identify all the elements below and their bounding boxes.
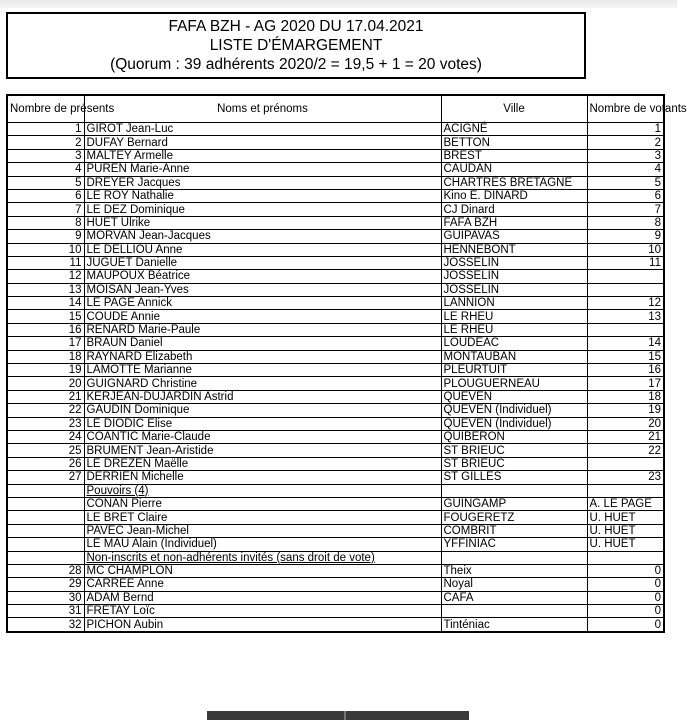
header-quorum: (Quorum : 39 adhérents 2020/2 = 19,5 + 1 = 20 votes) bbox=[110, 56, 482, 73]
votants-cell: 0 bbox=[587, 564, 664, 577]
votants-cell: 16 bbox=[587, 364, 664, 377]
votants-cell: 15 bbox=[587, 350, 664, 363]
presents-number-cell: 27 bbox=[7, 471, 84, 484]
presents-number-cell bbox=[7, 524, 84, 537]
column-header-names: Noms et prénoms bbox=[84, 95, 441, 123]
name-cell: FRETAY Loïc bbox=[84, 605, 441, 618]
name-cell: COUDE Annie bbox=[84, 310, 441, 323]
votants-cell: 8 bbox=[587, 216, 664, 229]
votants-cell: 13 bbox=[587, 310, 664, 323]
votants-cell: A. LE PAGE bbox=[587, 497, 664, 510]
section-empty-cell bbox=[587, 551, 664, 564]
city-cell: CAUDAN bbox=[441, 163, 587, 176]
column-header-votants: Nombre de votants bbox=[587, 95, 664, 123]
votants-cell: 0 bbox=[587, 605, 664, 618]
table-row bbox=[7, 457, 664, 470]
column-header-presents: Nombre de présents bbox=[7, 95, 84, 123]
header-subtitle: LISTE D'ÉMARGEMENT bbox=[209, 37, 383, 54]
presents-number-cell: 15 bbox=[7, 310, 84, 323]
name-cell: ADAM Bernd bbox=[84, 591, 441, 604]
name-cell: LE BRET Claire bbox=[84, 511, 441, 524]
table-row bbox=[7, 310, 664, 323]
presents-number-cell: 30 bbox=[7, 591, 84, 604]
attendance-table bbox=[6, 94, 687, 633]
city-cell: Theix bbox=[441, 564, 587, 577]
presents-number-cell: 21 bbox=[7, 390, 84, 403]
table-row bbox=[7, 377, 664, 390]
name-cell: JUGUET Danielle bbox=[84, 256, 441, 269]
city-cell: Noyal bbox=[441, 578, 587, 591]
table-row bbox=[7, 618, 664, 632]
name-cell: LE DREZEN Maëlle bbox=[84, 457, 441, 470]
city-cell: CJ Dinard bbox=[441, 203, 587, 216]
presents-number-cell: 22 bbox=[7, 404, 84, 417]
name-cell: CONAN Pierre bbox=[84, 497, 441, 510]
table-row bbox=[7, 189, 664, 202]
votants-cell: 23 bbox=[587, 471, 664, 484]
votants-cell: 18 bbox=[587, 390, 664, 403]
table-row bbox=[7, 323, 664, 336]
top-bar bbox=[0, 0, 677, 8]
city-cell: MONTAUBAN bbox=[441, 350, 587, 363]
city-cell: QUEVEN (Individuel) bbox=[441, 417, 587, 430]
presents-number-cell: 9 bbox=[7, 230, 84, 243]
presents-number-cell: 16 bbox=[7, 323, 84, 336]
presents-number-cell: 12 bbox=[7, 270, 84, 283]
votants-cell: U. HUET bbox=[587, 538, 664, 551]
votants-cell: 3 bbox=[587, 149, 664, 162]
city-cell: PLOUGUERNEAU bbox=[441, 377, 587, 390]
header-title: FAFA BZH - AG 2020 DU 17.04.2021 bbox=[168, 18, 424, 35]
city-cell: FOUGERETZ bbox=[441, 511, 587, 524]
name-cell: DREYER Jacques bbox=[84, 176, 441, 189]
votants-cell: 2 bbox=[587, 136, 664, 149]
presents-number-cell: 10 bbox=[7, 243, 84, 256]
table-row bbox=[7, 337, 664, 350]
table-row bbox=[7, 270, 664, 283]
table-row bbox=[7, 591, 664, 604]
table-row bbox=[7, 471, 664, 484]
votants-cell: 5 bbox=[587, 176, 664, 189]
city-cell bbox=[441, 605, 587, 618]
name-cell: DERRIEN Michelle bbox=[84, 471, 441, 484]
votants-cell: 14 bbox=[587, 337, 664, 350]
table-row bbox=[7, 243, 664, 256]
presents-number-cell: 24 bbox=[7, 430, 84, 443]
city-cell: LE RHEU bbox=[441, 323, 587, 336]
presents-number-cell: 17 bbox=[7, 337, 84, 350]
city-cell: FAFA BZH bbox=[441, 216, 587, 229]
section-empty-cell bbox=[587, 484, 664, 497]
name-cell: CARREE Anne bbox=[84, 578, 441, 591]
name-cell: GAUDIN Dominique bbox=[84, 404, 441, 417]
presents-number-cell: 1 bbox=[7, 123, 84, 136]
table-row bbox=[7, 605, 664, 618]
presents-number-cell: 4 bbox=[7, 163, 84, 176]
name-cell: LE ROY Nathalie bbox=[84, 189, 441, 202]
name-cell: LE PAGE Annick bbox=[84, 297, 441, 310]
table-row bbox=[7, 497, 664, 510]
name-cell: KERJEAN-DUJARDIN Astrid bbox=[84, 390, 441, 403]
name-cell: MAUPOUX Béatrice bbox=[84, 270, 441, 283]
name-cell: MOISAN Jean-Yves bbox=[84, 283, 441, 296]
presents-number-cell: 3 bbox=[7, 149, 84, 162]
section-label: Non-inscrits et non-adhérents invités (sans droit de vote) bbox=[84, 551, 441, 564]
votants-cell: 0 bbox=[587, 618, 664, 632]
table-row bbox=[7, 256, 664, 269]
table-row bbox=[7, 176, 664, 189]
presents-number-cell: 29 bbox=[7, 578, 84, 591]
votants-cell: U. HUET bbox=[587, 524, 664, 537]
presents-number-cell bbox=[7, 511, 84, 524]
presents-number-cell: 6 bbox=[7, 189, 84, 202]
table-row bbox=[7, 203, 664, 216]
city-cell: ST GILLES bbox=[441, 471, 587, 484]
name-cell: BRUMENT Jean-Aristide bbox=[84, 444, 441, 457]
city-cell: BETTON bbox=[441, 136, 587, 149]
name-cell: RENARD Marie-Paule bbox=[84, 323, 441, 336]
city-cell: ST BRIEUC bbox=[441, 444, 587, 457]
table-row bbox=[7, 149, 664, 162]
votants-cell: 22 bbox=[587, 444, 664, 457]
city-cell: BREST bbox=[441, 149, 587, 162]
city-cell: QUEVEN bbox=[441, 390, 587, 403]
city-cell: JOSSELIN bbox=[441, 256, 587, 269]
presents-number-cell: 14 bbox=[7, 297, 84, 310]
name-cell: LE DEZ Dominique bbox=[84, 203, 441, 216]
votants-cell: 17 bbox=[587, 377, 664, 390]
table-row bbox=[7, 123, 664, 136]
section-row bbox=[7, 484, 664, 497]
table-row bbox=[7, 417, 664, 430]
table-row bbox=[7, 297, 664, 310]
table-row bbox=[7, 444, 664, 457]
votants-cell: 12 bbox=[587, 297, 664, 310]
votants-cell: 9 bbox=[587, 230, 664, 243]
city-cell: YFFINIAC bbox=[441, 538, 587, 551]
name-cell: GIROT Jean-Luc bbox=[84, 123, 441, 136]
table-row bbox=[7, 538, 664, 551]
city-cell: GUIPAVAS bbox=[441, 230, 587, 243]
name-cell: LE MAU Alain (Individuel) bbox=[84, 538, 441, 551]
table-row bbox=[7, 283, 664, 296]
city-cell: PLEURTUIT bbox=[441, 364, 587, 377]
name-cell: BRAUN Daniel bbox=[84, 337, 441, 350]
name-cell: PUREN Marie-Anne bbox=[84, 163, 441, 176]
votants-cell bbox=[587, 457, 664, 470]
name-cell: LE DIODIC Elise bbox=[84, 417, 441, 430]
table-row bbox=[7, 163, 664, 176]
table-row bbox=[7, 511, 664, 524]
city-cell: CAFA bbox=[441, 591, 587, 604]
table-row bbox=[7, 390, 664, 403]
presents-number-cell: 23 bbox=[7, 417, 84, 430]
votants-cell: 0 bbox=[587, 578, 664, 591]
votants-cell: 4 bbox=[587, 163, 664, 176]
city-cell: LOUDEAC bbox=[441, 337, 587, 350]
section-empty-cell bbox=[441, 551, 587, 564]
name-cell: LAMOTTE Marianne bbox=[84, 364, 441, 377]
name-cell: MALTEY Armelle bbox=[84, 149, 441, 162]
name-cell: MC CHAMPLON bbox=[84, 564, 441, 577]
table-row bbox=[7, 136, 664, 149]
votants-cell: 21 bbox=[587, 430, 664, 443]
city-cell: QUEVEN (Individuel) bbox=[441, 404, 587, 417]
table-row bbox=[7, 430, 664, 443]
name-cell: GUIGNARD Christine bbox=[84, 377, 441, 390]
presents-number-cell: 13 bbox=[7, 283, 84, 296]
name-cell: DUFAY Bernard bbox=[84, 136, 441, 149]
presents-number-cell: 2 bbox=[7, 136, 84, 149]
votants-cell: 0 bbox=[587, 591, 664, 604]
city-cell: QUIBERON bbox=[441, 430, 587, 443]
presents-number-cell: 25 bbox=[7, 444, 84, 457]
city-cell: COMBRIT bbox=[441, 524, 587, 537]
votants-cell: 6 bbox=[587, 189, 664, 202]
votants-cell: 20 bbox=[587, 417, 664, 430]
city-cell: LANNION bbox=[441, 297, 587, 310]
votants-cell bbox=[587, 283, 664, 296]
city-cell: JOSSELIN bbox=[441, 283, 587, 296]
presents-number-cell: 28 bbox=[7, 564, 84, 577]
bottom-toolbar bbox=[207, 711, 469, 720]
votants-cell: 10 bbox=[587, 243, 664, 256]
city-cell: ST BRIEUC bbox=[441, 457, 587, 470]
section-empty-cell bbox=[7, 551, 84, 564]
name-cell: MORVAN Jean-Jacques bbox=[84, 230, 441, 243]
table-row bbox=[7, 216, 664, 229]
city-cell: LE RHEU bbox=[441, 310, 587, 323]
presents-number-cell: 19 bbox=[7, 364, 84, 377]
presents-number-cell bbox=[7, 497, 84, 510]
votants-cell: U. HUET bbox=[587, 511, 664, 524]
name-cell: COANTIC Marie-Claude bbox=[84, 430, 441, 443]
name-cell: PICHON Aubin bbox=[84, 618, 441, 632]
table-row bbox=[7, 404, 664, 417]
city-cell: GUINGAMP bbox=[441, 497, 587, 510]
votants-cell: 1 bbox=[587, 123, 664, 136]
presents-number-cell: 26 bbox=[7, 457, 84, 470]
presents-number-cell: 5 bbox=[7, 176, 84, 189]
section-empty-cell bbox=[441, 484, 587, 497]
presents-number-cell: 31 bbox=[7, 605, 84, 618]
city-cell: HENNEBONT bbox=[441, 243, 587, 256]
table-row bbox=[7, 350, 664, 363]
presents-number-cell: 11 bbox=[7, 256, 84, 269]
section-row bbox=[7, 551, 664, 564]
presents-number-cell: 18 bbox=[7, 350, 84, 363]
city-cell: ACIGNÉ bbox=[441, 123, 587, 136]
name-cell: RAYNARD Elizabeth bbox=[84, 350, 441, 363]
table-row bbox=[7, 364, 664, 377]
table-row bbox=[7, 524, 664, 537]
city-cell: JOSSELIN bbox=[441, 270, 587, 283]
votants-cell bbox=[587, 270, 664, 283]
votants-cell: 7 bbox=[587, 203, 664, 216]
city-cell: Tinténiac bbox=[441, 618, 587, 632]
presents-number-cell: 7 bbox=[7, 203, 84, 216]
name-cell: LE DELLIOU Anne bbox=[84, 243, 441, 256]
presents-number-cell bbox=[7, 538, 84, 551]
votants-cell: 11 bbox=[587, 256, 664, 269]
presents-number-cell: 20 bbox=[7, 377, 84, 390]
table-header-row bbox=[7, 95, 664, 123]
name-cell: PAVEC Jean-Michel bbox=[84, 524, 441, 537]
city-cell: Kino E. DINARD bbox=[441, 189, 587, 202]
presents-number-cell: 8 bbox=[7, 216, 84, 229]
name-cell: HUET Ulrike bbox=[84, 216, 441, 229]
section-empty-cell bbox=[7, 484, 84, 497]
table-row bbox=[7, 578, 664, 591]
presents-number-cell: 32 bbox=[7, 618, 84, 632]
section-label: Pouvoirs (4) bbox=[84, 484, 441, 497]
votants-cell bbox=[587, 323, 664, 336]
table-row bbox=[7, 564, 664, 577]
votants-cell: 19 bbox=[587, 404, 664, 417]
table-row bbox=[7, 230, 664, 243]
column-header-city: Ville bbox=[441, 95, 587, 123]
city-cell: CHARTRES BRETAGNE bbox=[441, 176, 587, 189]
document-header bbox=[6, 12, 586, 79]
